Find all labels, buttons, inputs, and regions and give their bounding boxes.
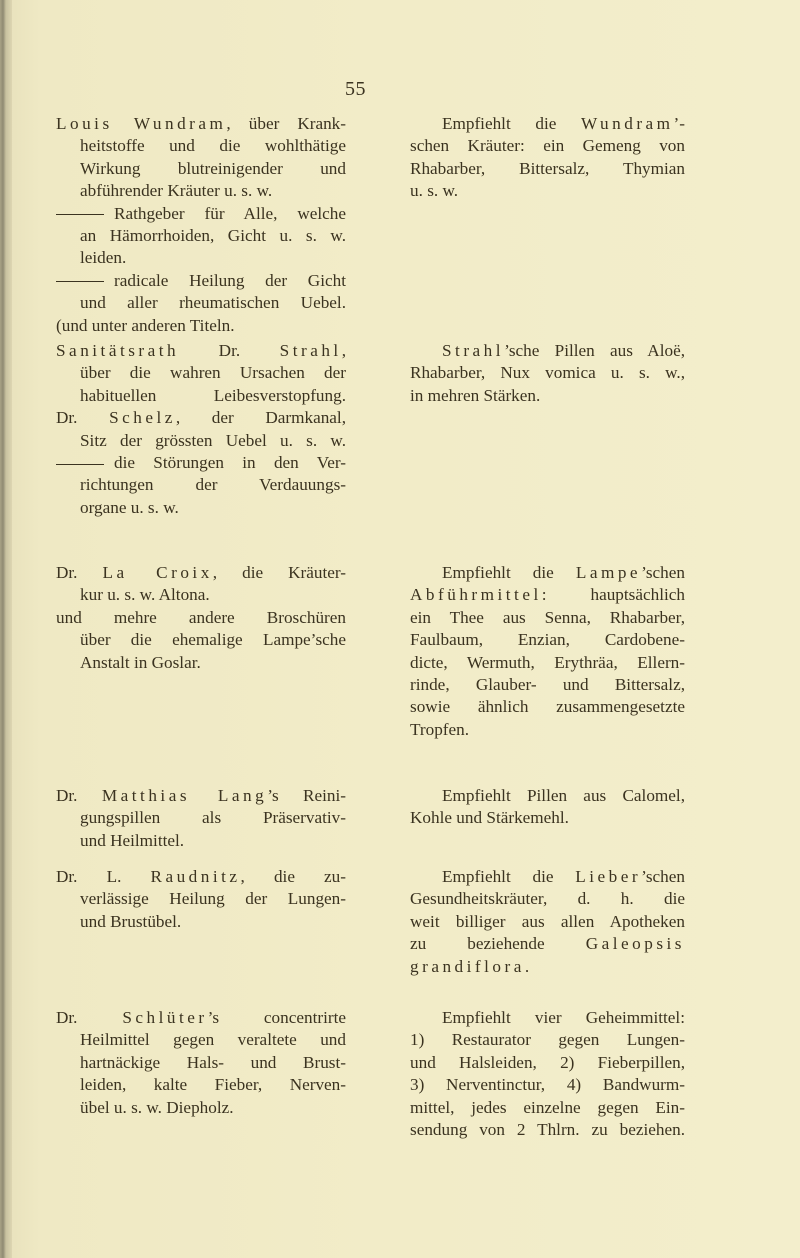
text-line: in mehren Stärken. bbox=[410, 385, 541, 405]
page-number: 55 bbox=[345, 78, 366, 100]
text-line: übel u. s. w. Diepholz. bbox=[80, 1097, 234, 1117]
text-line: Gesundheitskräuter, d. h. die bbox=[410, 889, 685, 909]
ditto-dash bbox=[56, 281, 104, 282]
text-line: ein Thee aus Senna, Rhabarber, bbox=[410, 607, 685, 627]
text-line: Empfiehlt Pillen aus Calomel, bbox=[442, 786, 685, 805]
text-line: Sanitätsrath Dr. Strahl, bbox=[56, 341, 346, 360]
text-line: Sitz der grössten Uebel u. s. w. bbox=[80, 430, 346, 450]
text-line: sendung von 2 Thlrn. zu beziehen. bbox=[410, 1120, 685, 1140]
text-line: Rathgeber für Alle, welche bbox=[56, 203, 346, 225]
text-line: Empfiehlt die Lieber’schen bbox=[442, 867, 685, 886]
entry-right-wundram bbox=[410, 113, 685, 203]
text-line: und Halsleiden, 2) Fieberpillen, bbox=[410, 1052, 685, 1072]
text-line: schen Kräuter: ein Gemeng von bbox=[410, 136, 685, 156]
text-line: und Heilmittel. bbox=[80, 830, 185, 850]
text-line: Faulbaum, Enzian, Cardobene- bbox=[410, 630, 685, 650]
entry-left-lacroix bbox=[56, 562, 346, 674]
text-line: u. s. w. bbox=[410, 181, 459, 201]
text-line: und mehre andere Broschüren bbox=[56, 607, 346, 627]
text-line: verlässige Heilung der Lungen- bbox=[80, 889, 346, 909]
entry-right-geheimmittel bbox=[410, 1007, 685, 1141]
text-line: Dr. Matthias Lang’s Reini- bbox=[56, 786, 346, 805]
entry-left-raudnitz bbox=[56, 866, 346, 933]
text-line: Louis Wundram, über Krank- bbox=[56, 114, 346, 133]
text-line: Dr. La Croix, die Kräuter- bbox=[56, 563, 346, 582]
text-line: weit billiger aus allen Apotheken bbox=[410, 911, 685, 931]
text-line: (und unter anderen Titeln. bbox=[56, 315, 235, 335]
text-line: mittel, jedes einzelne gegen Ein- bbox=[410, 1097, 685, 1117]
ditto-dash bbox=[56, 214, 104, 215]
text-line: abführender Kräuter u. s. w. bbox=[80, 181, 273, 201]
text-line: über die ehemalige Lampe’sche bbox=[80, 630, 346, 650]
text-line: Anstalt in Goslar. bbox=[80, 652, 201, 672]
entry-left-strahl bbox=[56, 340, 346, 519]
text-line: sowie ähnlich zusammengesetzte bbox=[410, 697, 685, 717]
text-line: organe u. s. w. bbox=[80, 497, 179, 517]
text-line: 3) Nerventinctur, 4) Bandwurm- bbox=[410, 1075, 685, 1095]
text-line: dicte, Wermuth, Erythräa, Ellern- bbox=[410, 652, 685, 672]
text-line: Dr. L. Raudnitz, die zu- bbox=[56, 867, 346, 886]
text-line: Dr. Schlüter’s concentrirte bbox=[56, 1008, 346, 1027]
text-line: 1) Restaurator gegen Lungen- bbox=[410, 1030, 685, 1050]
text-line: leiden. bbox=[80, 248, 127, 268]
text-line: Rhabarber, Bittersalz, Thymian bbox=[410, 158, 685, 178]
text-line: kur u. s. w. Altona. bbox=[80, 585, 210, 605]
text-line: Empfiehlt die Wundram’- bbox=[442, 114, 685, 133]
entry-left-schlueter bbox=[56, 1007, 346, 1119]
entry-right-calomel bbox=[410, 785, 685, 830]
text-line: habituellen Leibesverstopfung. bbox=[80, 385, 346, 405]
ditto-dash bbox=[56, 464, 104, 465]
text-line: radicale Heilung der Gicht bbox=[56, 270, 346, 292]
text-line: grandiflora. bbox=[410, 956, 530, 976]
text-line: Empfiehlt vier Geheimmittel: bbox=[442, 1008, 685, 1027]
text-line: Kohle und Stärkemehl. bbox=[410, 808, 569, 828]
book-spine-edge bbox=[0, 0, 12, 1258]
text-line: leiden, kalte Fieber, Nerven- bbox=[80, 1075, 346, 1095]
entry-right-lieber bbox=[410, 866, 685, 978]
text-line: Empfiehlt die Lampe’schen bbox=[442, 563, 685, 582]
entry-left-lang bbox=[56, 785, 346, 852]
text-line: Abführmittel: hauptsächlich bbox=[410, 585, 685, 605]
text-line: rinde, Glauber- und Bittersalz, bbox=[410, 675, 685, 695]
text-line: richtungen der Verdauungs- bbox=[80, 475, 346, 495]
text-line: Rhabarber, Nux vomica u. s. w., bbox=[410, 363, 685, 383]
text-line: Tropfen. bbox=[410, 719, 470, 739]
text-line: Heilmittel gegen veraltete und bbox=[80, 1030, 346, 1050]
text-line: die Störungen in den Ver- bbox=[56, 452, 346, 474]
text-line: Strahl’sche Pillen aus Aloë, bbox=[442, 341, 685, 360]
text-line: Dr. Schelz, der Darmkanal, bbox=[56, 408, 346, 428]
text-line: gungspillen als Präservativ- bbox=[80, 808, 346, 828]
text-line: und aller rheumatischen Uebel. bbox=[80, 293, 346, 313]
text-line: Wirkung blutreinigender und bbox=[80, 158, 346, 178]
text-line: an Hämorrhoiden, Gicht u. s. w. bbox=[80, 226, 346, 246]
text-line: über die wahren Ursachen der bbox=[80, 363, 346, 383]
text-line: hartnäckige Hals- und Brust- bbox=[80, 1052, 346, 1072]
entry-left-wundram bbox=[56, 113, 346, 337]
entry-right-lampe bbox=[410, 562, 685, 741]
entry-right-strahl bbox=[410, 340, 685, 407]
text-line: heitstoffe und die wohlthätige bbox=[80, 136, 346, 156]
text-line: und Brustübel. bbox=[80, 911, 182, 931]
text-line: zu beziehende Galeopsis bbox=[410, 934, 685, 954]
